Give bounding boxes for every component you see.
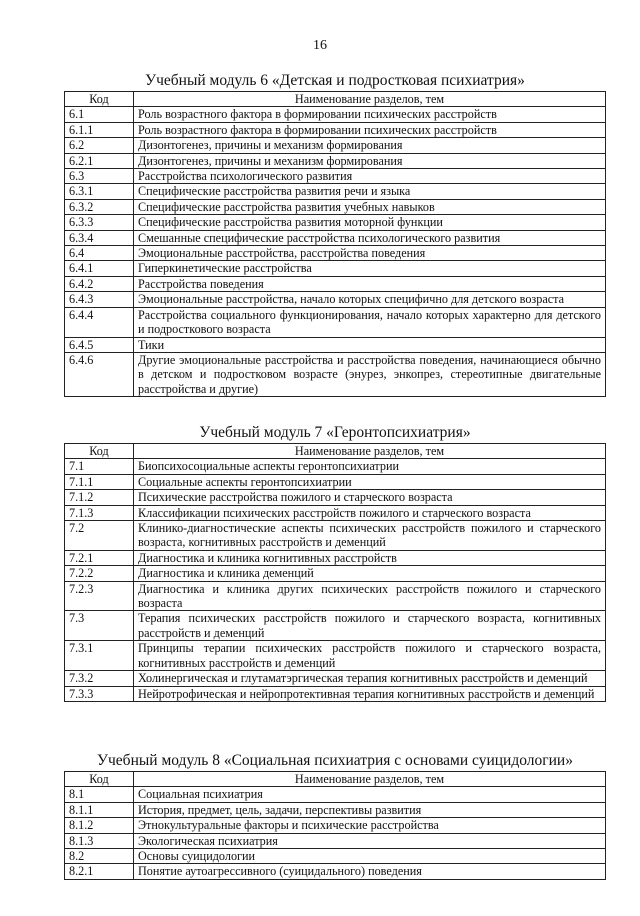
- row-name: Принципы терапии психических расстройств пожилого и старческого возраста, когнитивных расстройств и деменций: [134, 641, 606, 671]
- row-code: 6.1.1: [65, 122, 134, 137]
- row-name: Нейротрофическая и нейропротективная терапия когнитивных расстройств и деменций: [134, 686, 606, 701]
- table-row: [65, 261, 606, 276]
- table-row: [65, 581, 606, 611]
- row-name: Расстройства социального функционирования, начало которых характерно для детского и подросткового возраста: [134, 307, 606, 337]
- module-title: Учебный модуль 6 «Детская и подростковая психиатрия»: [145, 72, 525, 89]
- row-code: 7.2.3: [65, 581, 134, 611]
- row-name: Основы суицидологии: [134, 849, 606, 864]
- table-row: [65, 818, 606, 833]
- table-row: [65, 474, 606, 489]
- row-name: Психические расстройства пожилого и старческого возраста: [134, 490, 606, 505]
- table-row: [65, 184, 606, 199]
- row-code: 8.2.1: [65, 864, 134, 879]
- table-row: [65, 671, 606, 686]
- row-name: Холинергическая и глутаматэргическая терапия когнитивных расстройств и деменций: [134, 671, 606, 686]
- table-row: [65, 292, 606, 307]
- row-code: 7.1.3: [65, 505, 134, 520]
- row-name: Классификации психических расстройств пожилого и старческого возраста: [134, 505, 606, 520]
- row-name: Гиперкинетические расстройства: [134, 261, 606, 276]
- row-code: 7.2.1: [65, 550, 134, 565]
- row-name: Этнокультуральные факторы и психические расстройства: [134, 818, 606, 833]
- table-row: [65, 849, 606, 864]
- row-code: 6.4.1: [65, 261, 134, 276]
- row-code: 6.2: [65, 138, 134, 153]
- table-row: [65, 352, 606, 396]
- row-code: 6.4.3: [65, 292, 134, 307]
- row-code: 6.4.5: [65, 337, 134, 352]
- row-code: 8.1: [65, 787, 134, 802]
- row-code: 6.4.6: [65, 352, 134, 396]
- table-row: [65, 337, 606, 352]
- row-code: 7.1: [65, 459, 134, 474]
- row-name: Биопсихосоциальные аспекты геронтопсихиатрии: [134, 459, 606, 474]
- row-code: 7.1.2: [65, 490, 134, 505]
- row-name: Специфические расстройства развития речи и языка: [134, 184, 606, 199]
- table-row: [65, 246, 606, 261]
- table-row: [65, 107, 606, 122]
- row-name: Эмоциональные расстройства, начало которых специфично для детского возраста: [134, 292, 606, 307]
- table-row: [65, 230, 606, 245]
- name-column-header: Наименование разделов, тем: [134, 92, 606, 107]
- table-row: [65, 611, 606, 641]
- table-row: [65, 505, 606, 520]
- row-code: 7.1.1: [65, 474, 134, 489]
- row-code: 7.3.1: [65, 641, 134, 671]
- module-title: Учебный модуль 7 «Геронтопсихиатрия»: [199, 424, 471, 441]
- row-name: Социальные аспекты геронтопсихиатрии: [134, 474, 606, 489]
- row-code: 6.1: [65, 107, 134, 122]
- code-column-header: Код: [65, 92, 134, 107]
- row-name: Понятие аутоагрессивного (суицидального) поведения: [134, 864, 606, 879]
- row-name: Другие эмоциональные расстройства и расстройства поведения, начинающиеся обычно в детском и подростковом возрасте (энурез, энкопрез, стереотипные двигательные расстройства и другие): [134, 352, 606, 396]
- row-name: Клинико-диагностические аспекты психических расстройств пожилого и старческого возраста, когнитивных расстройств и деменций: [134, 521, 606, 551]
- table-header-row: [65, 772, 606, 787]
- name-column-header: Наименование разделов, тем: [134, 444, 606, 459]
- row-code: 6.3.4: [65, 230, 134, 245]
- topics-table: [64, 771, 606, 880]
- row-name: Специфические расстройства развития моторной функции: [134, 215, 606, 230]
- page-number: 16: [313, 38, 327, 53]
- row-name: Расстройства поведения: [134, 276, 606, 291]
- row-name: Дизонтогенез, причины и механизм формирования: [134, 138, 606, 153]
- row-name: Эмоциональные расстройства, расстройства поведения: [134, 246, 606, 261]
- row-name: Социальная психиатрия: [134, 787, 606, 802]
- table-row: [65, 138, 606, 153]
- row-code: 6.3.1: [65, 184, 134, 199]
- topics-table: [64, 91, 606, 397]
- row-code: 6.3.3: [65, 215, 134, 230]
- table-row: [65, 833, 606, 848]
- table-row: [65, 215, 606, 230]
- row-code: 8.1.3: [65, 833, 134, 848]
- table-row: [65, 864, 606, 879]
- table-row: [65, 566, 606, 581]
- module-8-section: [64, 752, 606, 880]
- row-code: 7.2.2: [65, 566, 134, 581]
- module-title: Учебный модуль 8 «Социальная психиатрия с основами суицидологии»: [97, 752, 573, 769]
- row-code: 8.2: [65, 849, 134, 864]
- row-name: Роль возрастного фактора в формировании психических расстройств: [134, 122, 606, 137]
- row-code: 8.1.2: [65, 818, 134, 833]
- table-row: [65, 122, 606, 137]
- name-column-header: Наименование разделов, тем: [134, 772, 606, 787]
- row-code: 6.3: [65, 169, 134, 184]
- code-column-header: Код: [65, 444, 134, 459]
- row-name: Терапия психических расстройств пожилого и старческого возраста, когнитивных расстройств и деменций: [134, 611, 606, 641]
- table-header-row: [65, 444, 606, 459]
- table-row: [65, 169, 606, 184]
- code-column-header: Код: [65, 772, 134, 787]
- row-code: 6.2.1: [65, 153, 134, 168]
- table-row: [65, 521, 606, 551]
- row-name: История, предмет, цель, задачи, перспективы развития: [134, 802, 606, 817]
- row-code: 6.3.2: [65, 199, 134, 214]
- table-row: [65, 276, 606, 291]
- row-name: Диагностика и клиника когнитивных расстройств: [134, 550, 606, 565]
- row-name: Экологическая психиатрия: [134, 833, 606, 848]
- table-row: [65, 459, 606, 474]
- module-6-section: [64, 72, 606, 397]
- row-name: Расстройства психологического развития: [134, 169, 606, 184]
- row-name: Смешанные специфические расстройства психологического развития: [134, 230, 606, 245]
- table-row: [65, 550, 606, 565]
- topics-table: [64, 443, 606, 702]
- row-name: Специфические расстройства развития учебных навыков: [134, 199, 606, 214]
- table-row: [65, 153, 606, 168]
- row-code: 8.1.1: [65, 802, 134, 817]
- table-row: [65, 787, 606, 802]
- row-code: 7.2: [65, 521, 134, 551]
- row-name: Тики: [134, 337, 606, 352]
- row-code: 6.4: [65, 246, 134, 261]
- row-name: Дизонтогенез, причины и механизм формирования: [134, 153, 606, 168]
- table-header-row: [65, 92, 606, 107]
- row-name: Роль возрастного фактора в формировании психических расстройств: [134, 107, 606, 122]
- table-row: [65, 686, 606, 701]
- table-row: [65, 490, 606, 505]
- row-code: 6.4.2: [65, 276, 134, 291]
- row-code: 7.3.2: [65, 671, 134, 686]
- table-row: [65, 307, 606, 337]
- row-name: Диагностика и клиника других психических расстройств пожилого и старческого возраста: [134, 581, 606, 611]
- row-code: 6.4.4: [65, 307, 134, 337]
- table-row: [65, 641, 606, 671]
- table-row: [65, 802, 606, 817]
- module-7-section: [64, 424, 606, 702]
- row-code: 7.3.3: [65, 686, 134, 701]
- row-code: 7.3: [65, 611, 134, 641]
- row-name: Диагностика и клиника деменций: [134, 566, 606, 581]
- table-row: [65, 199, 606, 214]
